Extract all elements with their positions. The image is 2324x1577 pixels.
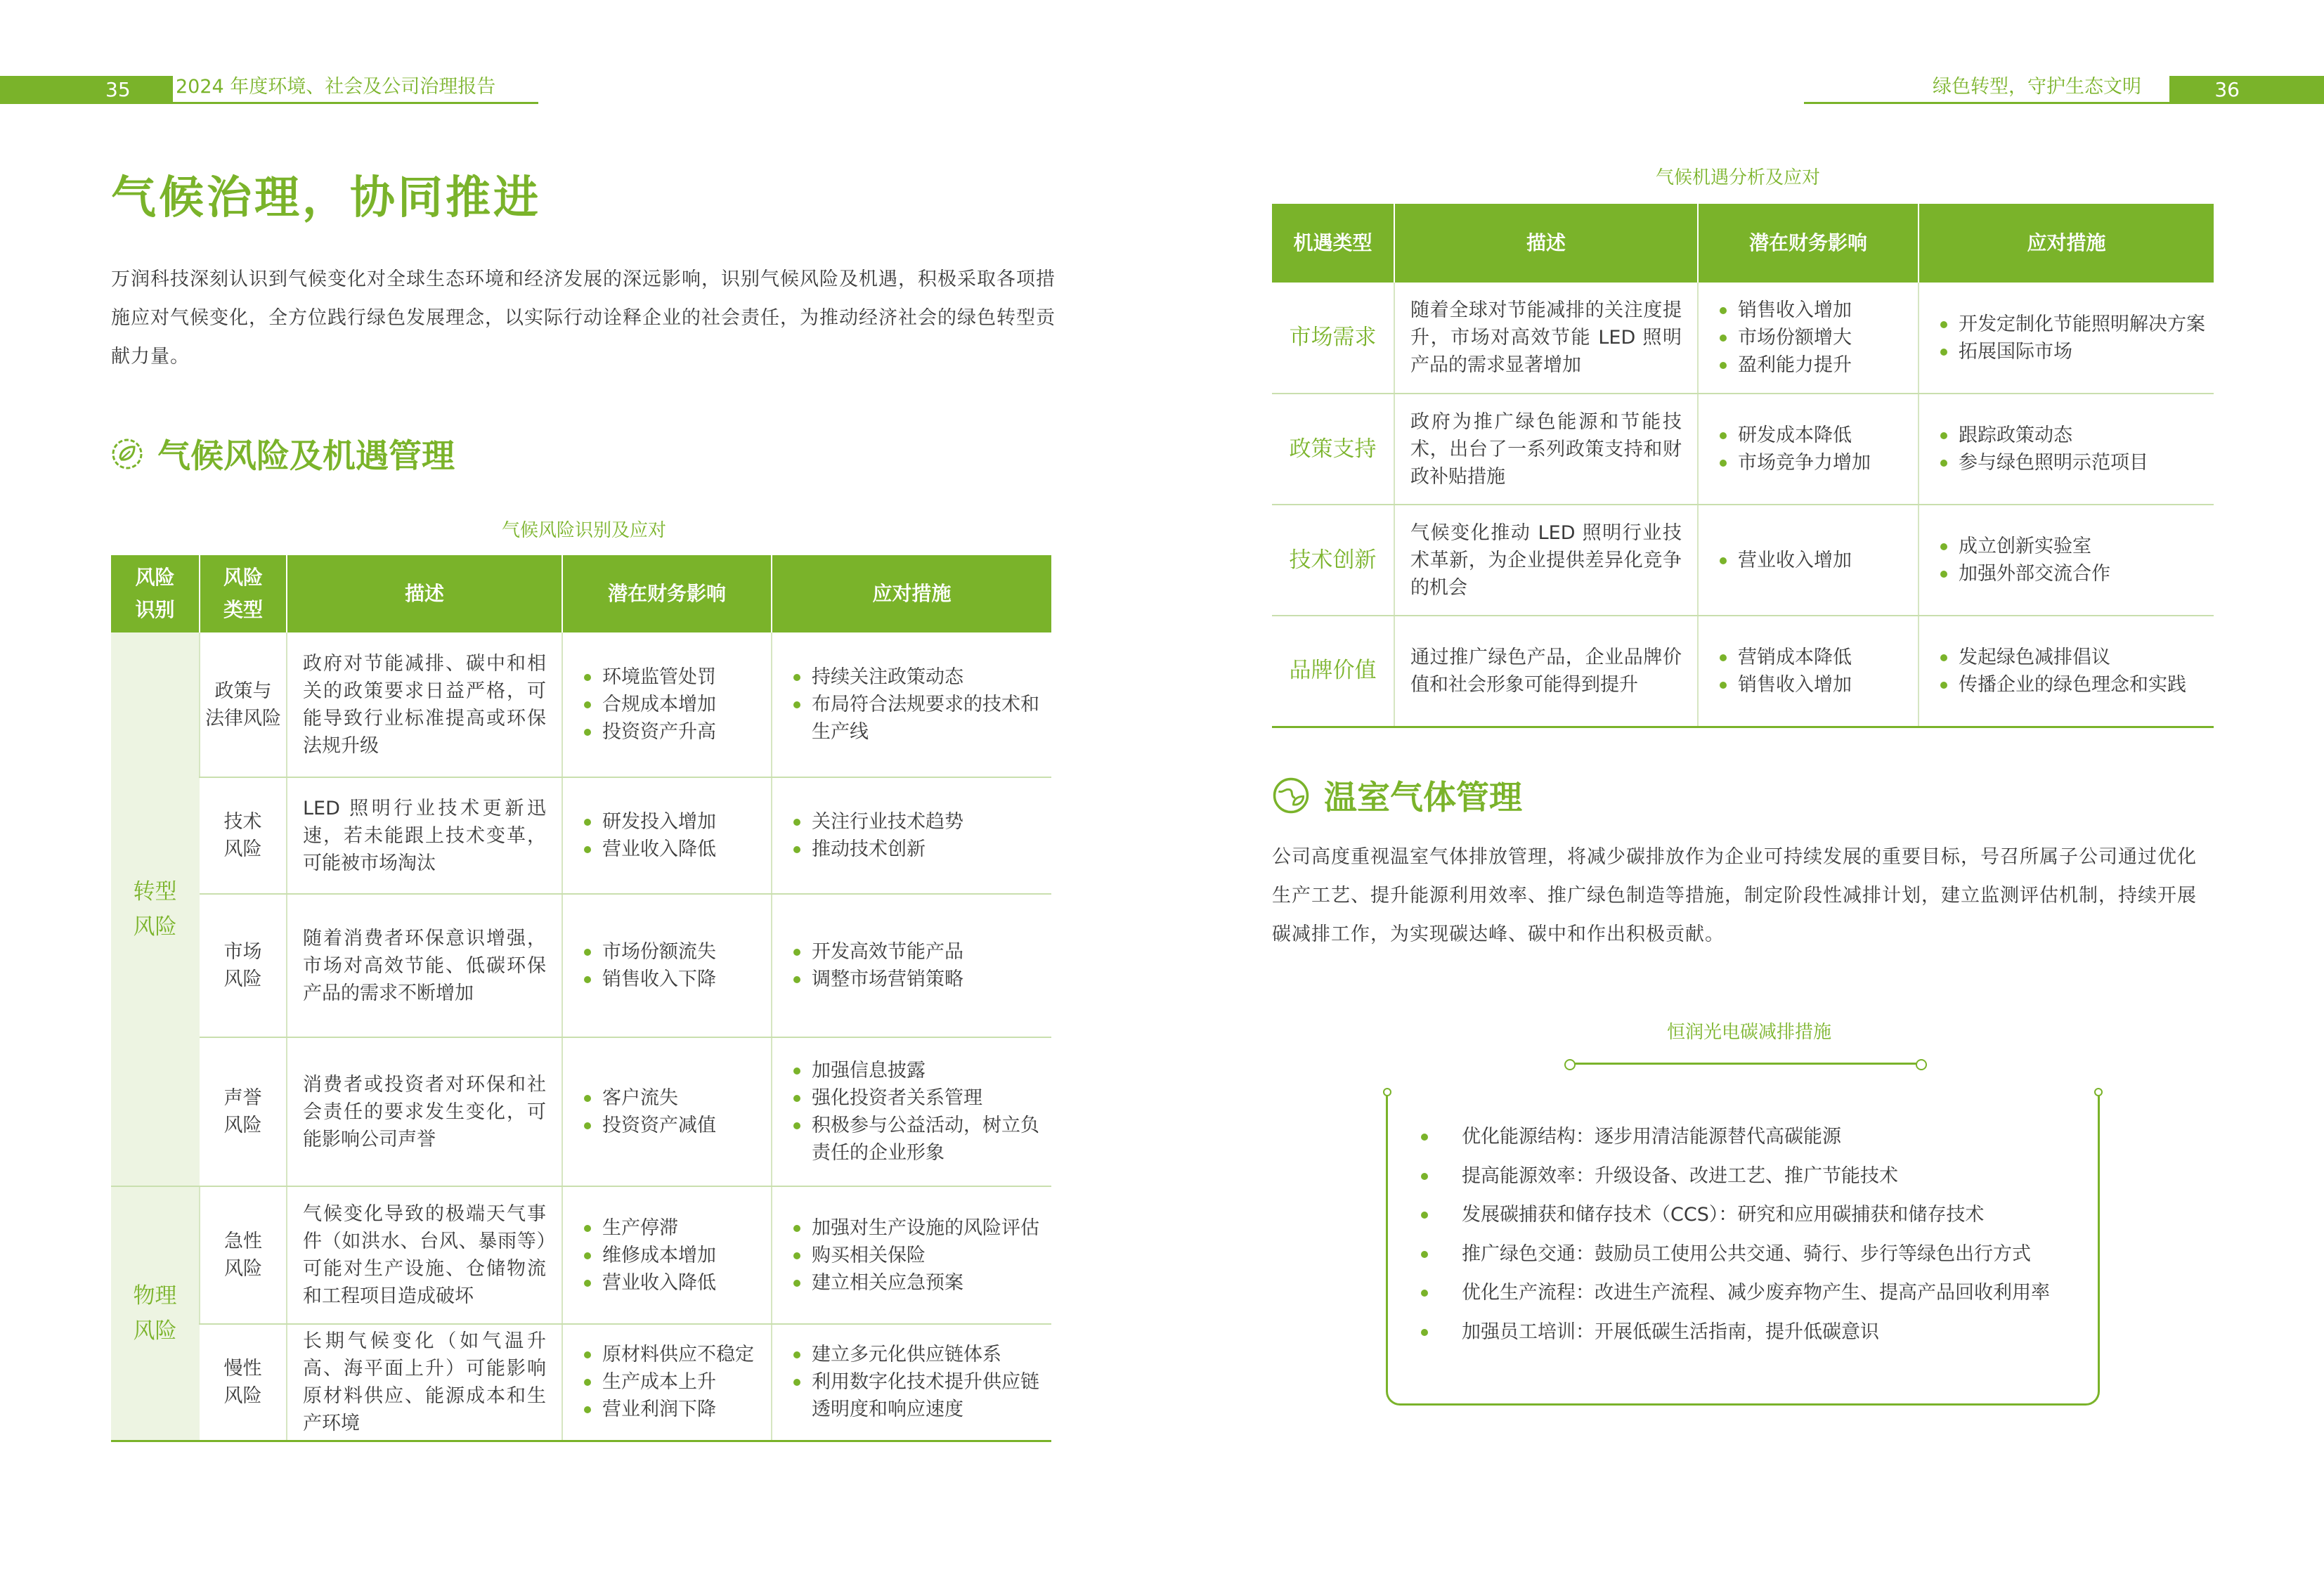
opportunity-impact-cell [1698,283,1919,394]
header-risk-identify: 风险 识别 [111,555,200,632]
risk-response-cell [772,894,1051,1037]
right-header [1621,76,2324,104]
list-item: 强化投资者关系管理 [792,1084,1051,1112]
list-item: 营销成本降低 [1718,644,1918,671]
list-item: 建立多元化供应链体系 [792,1341,1051,1368]
list-item: 生产停滞 [583,1214,771,1242]
right-page-number: 36 [2214,78,2240,101]
header-opportunity-type: 机遇类型 [1272,204,1394,283]
list-item: 布局符合法规要求的技术和生产线 [792,691,1051,746]
risk-category-transition: 转型 风险 [111,632,200,1186]
risk-description-cell: 消费者或投资者对环保和社会责任的要求发生变化，可能影响公司声誉 [287,1037,562,1186]
opportunity-table-caption: 气候机遇分析及应对 [1656,167,1821,188]
opportunity-response-cell [1919,616,2214,727]
list-item: 市场份额流失 [583,938,771,966]
risk-response-cell [772,777,1051,894]
list-item: 加强员工培训：开展低碳生活指南，提升低碳意识 [1420,1313,2050,1352]
opportunity-type-cell: 政策支持 [1272,394,1394,505]
header-risk-type: 风险 类型 [200,555,287,632]
table-row [111,1186,1051,1324]
list-item: 传播企业的绿色理念和实践 [1939,671,2214,699]
opportunity-description-cell: 气候变化推动 LED 照明行业技术革新，为企业提供差异化竞争的机会 [1394,505,1698,616]
list-item: 发展碳捕获和储存技术（CCS）：研究和应用碳捕获和储存技术 [1420,1195,2050,1235]
table-row [111,777,1051,894]
header-description: 描述 [287,555,562,632]
risk-response-cell [772,1186,1051,1324]
list-item: 加强外部交流合作 [1939,560,2214,588]
list-item: 销售收入增加 [1718,297,1918,324]
section-title-risk: 气候风险及机遇管理 [157,437,455,476]
right-header-rule [1804,102,2169,104]
list-item: 积极参与公益活动，树立负责任的企业形象 [792,1112,1051,1167]
list-item: 投资资产减值 [583,1112,771,1139]
leaf-circle-icon [111,438,143,470]
risk-impact-cell [562,1186,772,1324]
section-title-ghg: 温室气体管理 [1324,779,1522,817]
header-response: 应对措施 [772,555,1051,632]
list-item: 优化能源结构：逐步用清洁能源替代高碳能源 [1420,1117,2050,1157]
risk-description-cell: 长期气候变化（如气温升高、海平面上升）可能影响原材料供应、能源成本和生产环境 [287,1324,562,1441]
opportunity-description-cell: 通过推广绿色产品，企业品牌价值和社会形象可能得到提升 [1394,616,1698,727]
table-row [111,1324,1051,1441]
section-heading-ghg [1272,772,1522,819]
risk-response-cell [772,1037,1051,1186]
risk-description-cell: LED 照明行业技术更新迅速，若未能跟上技术变革，可能被市场淘汰 [287,777,562,894]
risk-type-cell: 技术 风险 [200,777,287,894]
list-item: 成立创新实验室 [1939,533,2214,560]
risk-type-cell: 慢性 风险 [200,1324,287,1441]
risk-description-cell: 政府对节能减排、碳中和相关的政策要求日益严格，可能导致行业标准提高或环保法规升级 [287,632,562,777]
list-item: 销售收入增加 [1718,671,1918,699]
risk-table-caption: 气候风险识别及应对 [502,520,667,541]
list-item: 提高能源效率：升级设备、改进工艺、推广节能技术 [1420,1157,2050,1196]
opportunity-response-cell [1919,283,2214,394]
list-item: 开发高效节能产品 [792,938,1051,966]
opportunity-response-cell [1919,394,2214,505]
risk-response-cell [772,632,1051,777]
table-row [111,1037,1051,1186]
left-header-rule [173,102,538,104]
header-financial-impact: 潜在财务影响 [562,555,772,632]
opportunity-type-cell: 技术创新 [1272,505,1394,616]
header-response: 应对措施 [1919,204,2214,283]
list-item: 利用数字化技术提升供应链透明度和响应速度 [792,1368,1051,1423]
opportunity-type-cell: 品牌价值 [1272,616,1394,727]
list-item: 盈利能力提升 [1718,351,1918,379]
left-page-number: 35 [105,78,131,101]
risk-description-cell: 随着消费者环保意识增强，市场对高效节能、低碳环保产品的需求不断增加 [287,894,562,1037]
risk-impact-cell [562,632,772,777]
list-item: 持续关注政策动态 [792,663,1051,691]
list-item: 开发定制化节能照明解决方案 [1939,311,2214,338]
list-item: 合规成本增加 [583,691,771,718]
opportunity-type-cell: 市场需求 [1272,283,1394,394]
table-row [1272,616,2214,727]
intro-paragraph: 万润科技深刻认识到气候变化对全球生态环境和经济发展的深远影响，识别气候风险及机遇，积极采取各项措施应对气候变化，全方位践行绿色发展理念，以实际行动诠释企业的社会责任，为推动经济社会的绿色转型贡献力量。 [111,268,1056,368]
list-item: 维修成本增加 [583,1242,771,1269]
table-row [1272,283,2214,394]
page-title: 气候治理，协同推进 [111,172,541,224]
risk-description-cell: 气候变化导致的极端天气事件（如洪水、台风、暴雨等）可能对生产设施、仓储物流和工程项目造成破坏 [287,1186,562,1324]
risk-impact-cell [562,777,772,894]
measures-title: 恒润光电碳减排措施 [1667,1022,1832,1043]
list-item: 环境监管处罚 [583,663,771,691]
list-item: 市场竞争力增加 [1718,449,1918,476]
risk-impact-cell [562,1037,772,1186]
table-row [111,632,1051,777]
list-item: 加强对生产设施的风险评估 [792,1214,1051,1242]
measures-title-rule [1571,1063,1920,1065]
list-item: 拓展国际市场 [1939,338,2214,365]
list-item: 营业收入降低 [583,836,771,863]
risk-response-cell [772,1324,1051,1441]
left-header-title: 2024 年度环境、社会及公司治理报告 [176,76,496,98]
risk-table [111,555,1051,1442]
list-item: 发起绿色减排倡议 [1939,644,2214,671]
list-item: 推动技术创新 [792,836,1051,863]
risk-table-header [111,555,1051,632]
list-item: 优化生产流程：改进生产流程、减少废弃物产生、提高产品回收利用率 [1420,1273,2050,1313]
opportunity-description-cell: 政府为推广绿色能源和节能技术，出台了一系列政策支持和财政补贴措施 [1394,394,1698,505]
ghg-paragraph: 公司高度重视温室气体排放管理，将减少碳排放作为企业可持续发展的重要目标，号召所属子公司通过优化生产工艺、提升能源利用效率、推广绿色制造等措施，制定阶段性减排计划，建立监测评估机制，持续开展碳减排工作，为实现碳达峰、碳中和作出积极贡献。 [1272,846,2197,945]
opportunity-description-cell: 随着全球对节能减排的关注度提升，市场对高效节能 LED 照明产品的需求显著增加 [1394,283,1698,394]
risk-impact-cell [562,894,772,1037]
table-row [1272,394,2214,505]
list-item: 生产成本上升 [583,1368,771,1396]
list-item: 加强信息披露 [792,1057,1051,1084]
risk-impact-cell [562,1324,772,1441]
section-heading-risk [111,430,455,477]
header-description: 描述 [1394,204,1698,283]
opportunity-impact-cell [1698,394,1919,505]
opportunity-impact-cell [1698,505,1919,616]
list-item: 研发成本降低 [1718,422,1918,449]
list-item: 跟踪政策动态 [1939,422,2214,449]
table-row [111,894,1051,1037]
list-item: 购买相关保险 [792,1242,1051,1269]
header-financial-impact: 潜在财务影响 [1698,204,1919,283]
table-row [1272,505,2214,616]
list-item: 市场份额增大 [1718,324,1918,351]
list-item: 推广绿色交通：鼓励员工使用公共交通、骑行、步行等绿色出行方式 [1420,1235,2050,1274]
right-header-title: 绿色转型，守护生态文明 [1933,76,2141,98]
risk-type-cell: 政策与 法律风险 [200,632,287,777]
risk-type-cell: 声誉 风险 [200,1037,287,1186]
list-item: 营业利润下降 [583,1396,771,1423]
globe-leaf-icon [1272,777,1310,815]
list-item: 销售收入下降 [583,966,771,993]
list-item: 投资资产升高 [583,718,771,746]
opportunity-response-cell [1919,505,2214,616]
risk-type-cell: 急性 风险 [200,1186,287,1324]
list-item: 营业收入降低 [583,1269,771,1297]
measures-list [1420,1117,2050,1351]
list-item: 调整市场营销策略 [792,966,1051,993]
list-item: 研发投入增加 [583,808,771,836]
list-item: 关注行业技术趋势 [792,808,1051,836]
list-item: 营业收入增加 [1718,547,1918,574]
opportunity-table-header [1272,204,2214,283]
right-header-bar [2169,76,2324,104]
opportunity-impact-cell [1698,616,1919,727]
left-header-bar [0,76,173,104]
risk-type-cell: 市场 风险 [200,894,287,1037]
list-item: 原材料供应不稳定 [583,1341,771,1368]
left-header [0,76,703,104]
list-item: 建立相关应急预案 [792,1269,1051,1297]
list-item: 客户流失 [583,1084,771,1112]
list-item: 参与绿色照明示范项目 [1939,449,2214,476]
opportunity-table [1272,204,2214,728]
risk-category-physical: 物理 风险 [111,1186,200,1441]
